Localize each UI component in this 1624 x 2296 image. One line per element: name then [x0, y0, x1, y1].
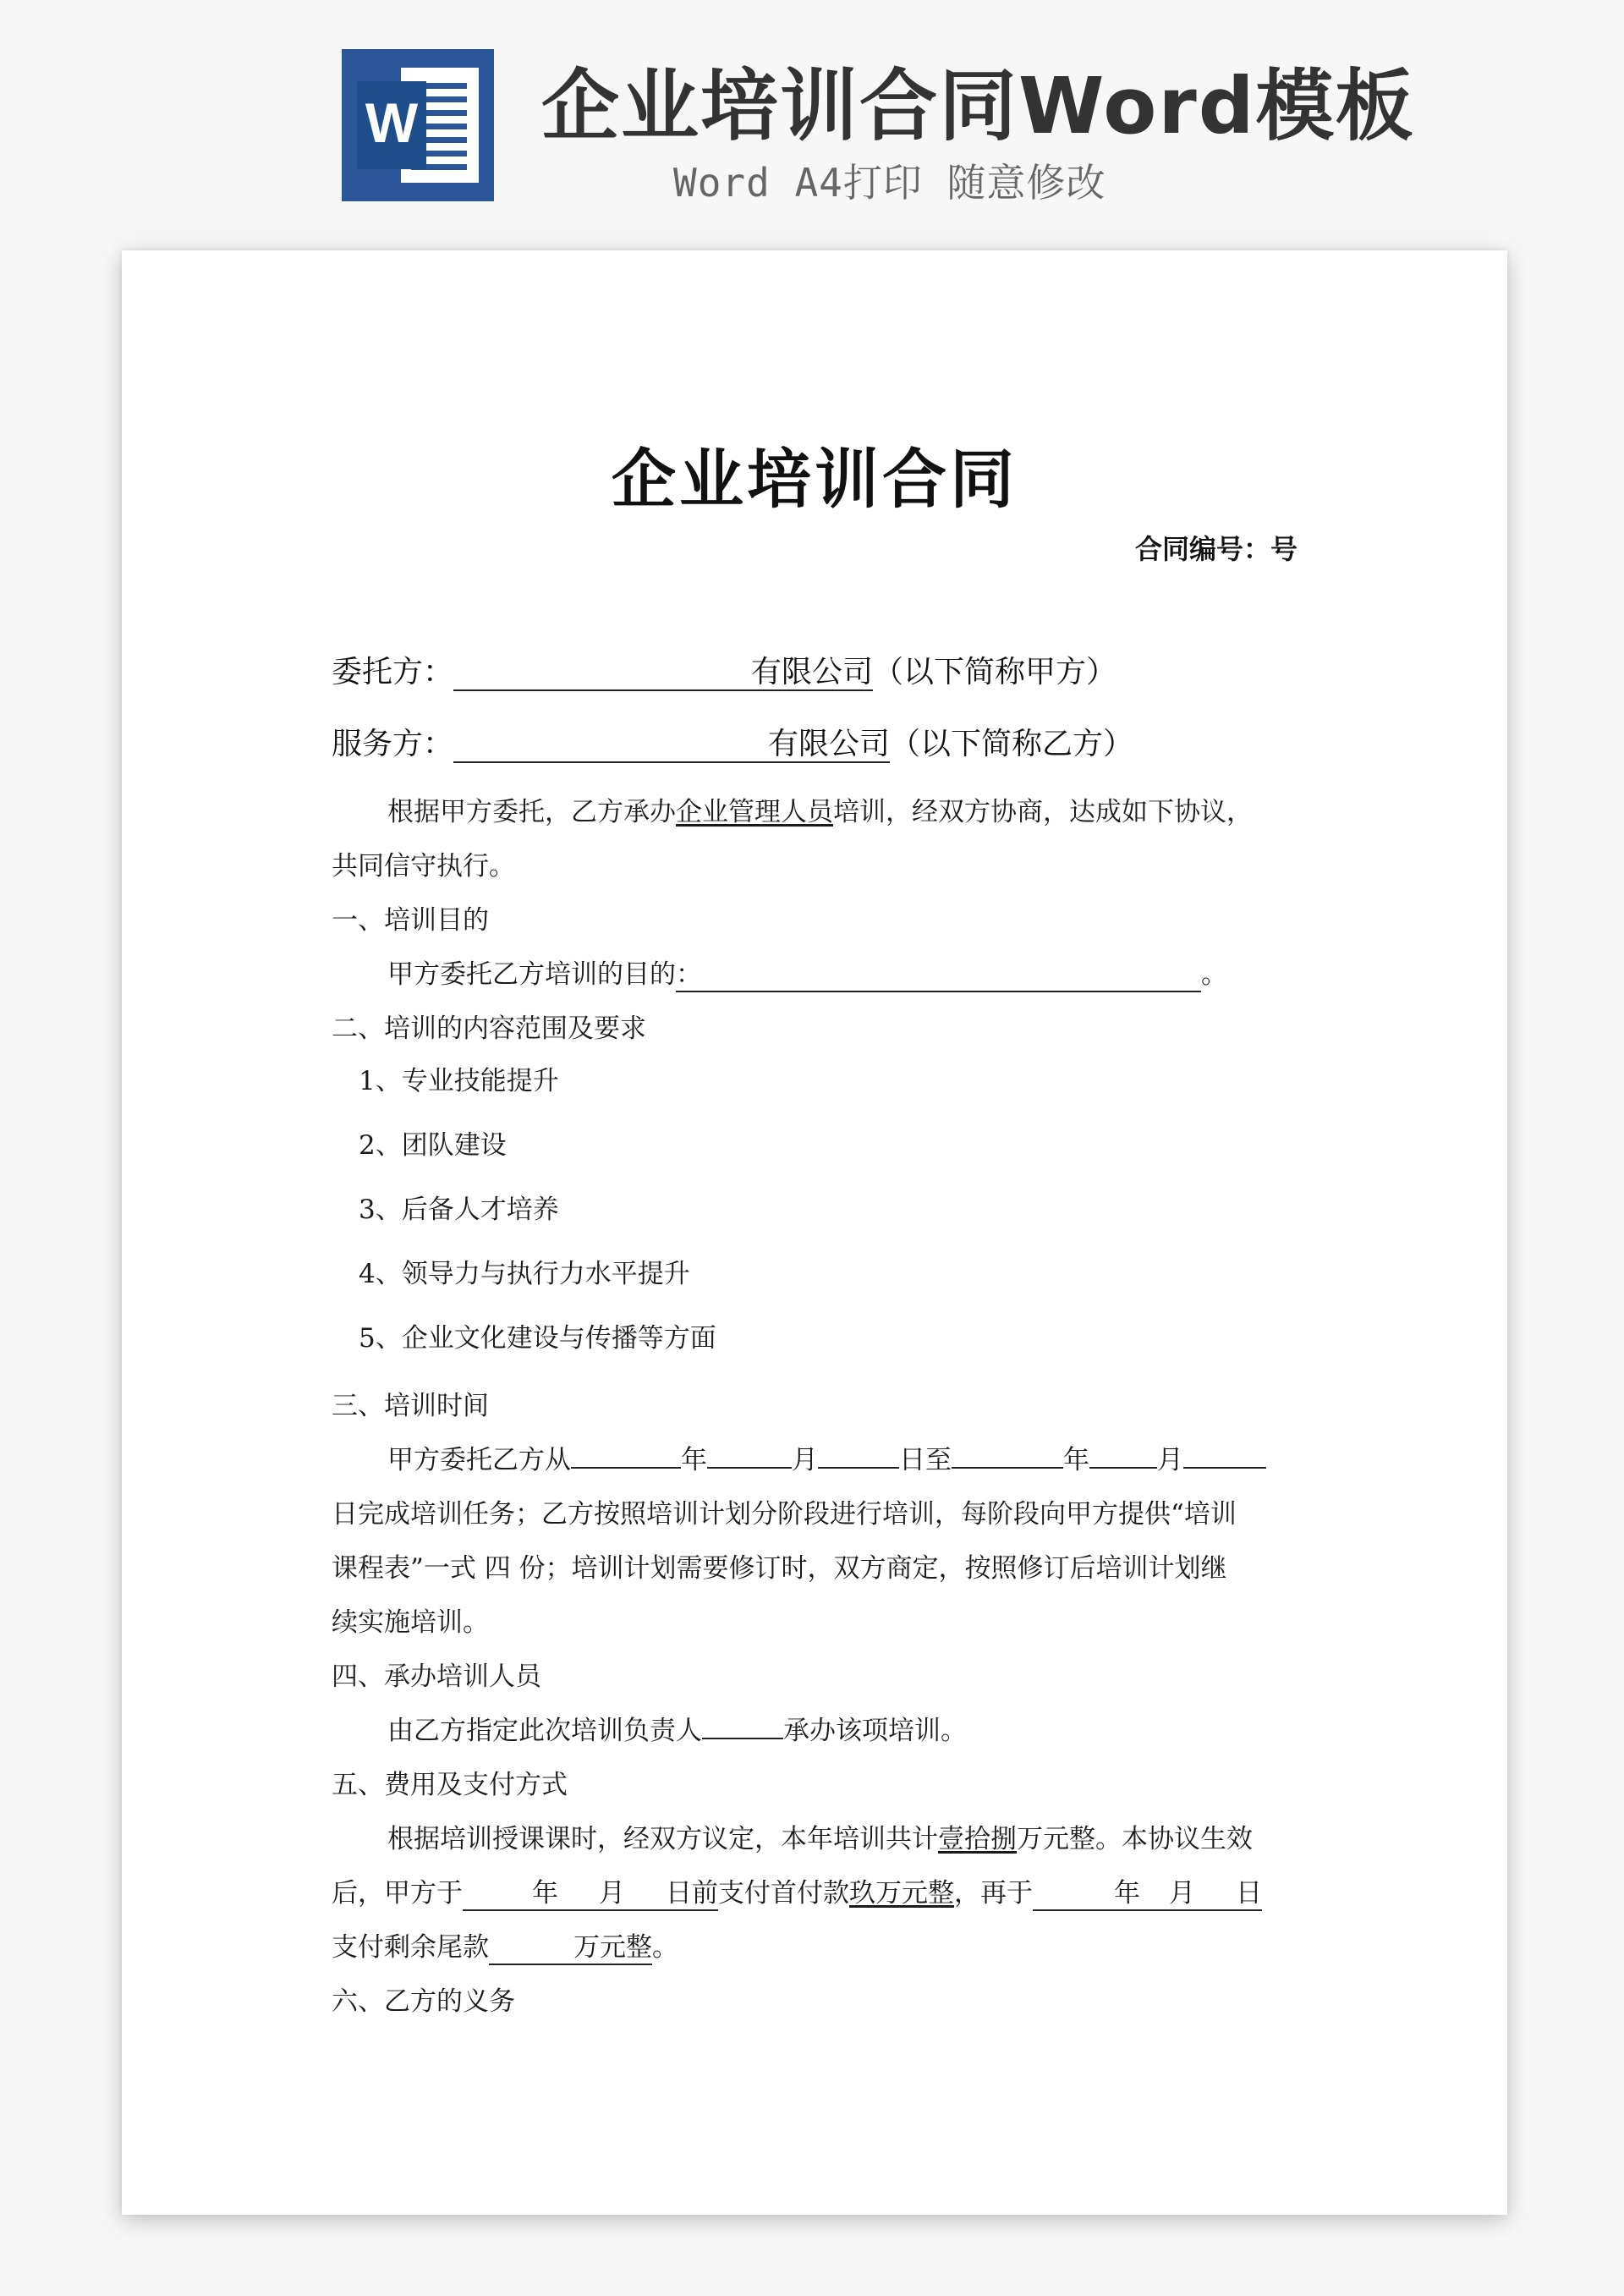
fee-text-b: 万元整。本协议生效 [1017, 1824, 1253, 1854]
client-company-field[interactable] [453, 655, 873, 691]
training-period-line-2: 日完成培训任务；乙方按照培训计划分阶段进行培训，每阶段向甲方提供“培训 [332, 1499, 1237, 1530]
document-title: 企业培训合同 [612, 442, 1018, 517]
client-suffix: （以下简称甲方） [873, 655, 1117, 689]
purpose-text: 甲方委托乙方培训的目的 [387, 959, 676, 990]
section-1-purpose [387, 953, 1227, 992]
final-payment-month: 月 [1169, 1878, 1195, 1909]
fee-l2-text-b: 支付首付款 [718, 1878, 849, 1909]
content-item: 4、领导力与执行力水平提升 [359, 1259, 690, 1289]
final-payment-day: 日 [1236, 1878, 1262, 1909]
client-label: 委托方： [332, 655, 454, 689]
provider-party-line [332, 720, 1133, 763]
content-item: 5、企业文化建设与传播等方面 [359, 1323, 716, 1354]
intro-line-2: 共同信守执行。 [332, 851, 515, 882]
end-month-label: 月 [1157, 1445, 1183, 1475]
purpose-end: 。 [1201, 959, 1227, 990]
provider-company-field[interactable] [453, 727, 890, 763]
period-text: 甲方委托乙方从 [387, 1445, 571, 1475]
trainer-text-b: 承办该项培训。 [783, 1716, 967, 1746]
fee-line-1 [387, 1817, 1253, 1855]
banner [0, 0, 1624, 220]
content-item: 2、团队建设 [359, 1130, 507, 1161]
provider-company: 有限公司 [768, 727, 891, 761]
banner-subtitle: Word A4打印 随意修改 [673, 160, 1106, 206]
section-2-heading: 二、培训的内容范围及要求 [332, 1013, 646, 1044]
purpose-colon: ： [676, 959, 702, 990]
content-item: 1、专业技能提升 [359, 1066, 559, 1096]
trainer-name-field[interactable] [702, 1710, 783, 1739]
section-3-heading: 三、培训时间 [332, 1391, 489, 1421]
section-1-heading: 一、培训目的 [332, 905, 489, 936]
end-year-label: 年 [1063, 1445, 1089, 1475]
client-party-line [332, 648, 1116, 691]
first-payment-year: 年 [532, 1878, 558, 1909]
fee-l3-end: 。 [652, 1932, 678, 1963]
intro-trainee-type: 企业管理人员 [676, 797, 833, 827]
first-payment-date-field[interactable] [463, 1879, 718, 1911]
banner-title: 企业培训合同Word模板 [541, 61, 1415, 151]
start-month-field[interactable] [707, 1439, 792, 1469]
content-item: 3、后备人才培养 [359, 1195, 559, 1225]
fee-l2-text-c: ，再于 [954, 1878, 1033, 1909]
fee-text-a: 根据培训授课课时，经双方议定，本年培训共计 [387, 1824, 938, 1854]
purpose-field[interactable] [676, 960, 1201, 992]
intro-text-a: 根据甲方委托，乙方承办 [387, 797, 676, 827]
training-period-line-4: 续实施培训。 [332, 1607, 489, 1638]
intro-text-b: 培训，经双方协商，达成如下协议， [833, 797, 1253, 827]
start-month-label: 月 [792, 1445, 818, 1475]
section-6-heading: 六、乙方的义务 [332, 1986, 515, 2017]
final-payment-year: 年 [1114, 1878, 1140, 1909]
first-payment-amount: 玖万元整 [849, 1878, 954, 1909]
end-month-field[interactable] [1089, 1439, 1157, 1469]
final-payment-amount-field[interactable] [489, 1933, 652, 1965]
section-5-heading: 五、费用及支付方式 [332, 1770, 568, 1800]
start-day-field[interactable] [818, 1439, 899, 1469]
trainer-text-a: 由乙方指定此次培训负责人 [387, 1716, 702, 1746]
training-period-line [387, 1438, 1266, 1476]
first-payment-day: 日前 [666, 1878, 718, 1909]
fee-l3-text: 支付剩余尾款 [332, 1932, 489, 1963]
start-year-label: 年 [681, 1445, 707, 1475]
provider-suffix: （以下简称乙方） [890, 727, 1134, 761]
first-payment-month: 月 [599, 1878, 625, 1909]
fee-line-3 [332, 1925, 678, 1965]
final-payment-date-field[interactable] [1033, 1879, 1262, 1911]
fee-line-2 [332, 1871, 1262, 1911]
trainer-line [387, 1709, 967, 1747]
training-period-line-3: 课程表”一式 四 份；培训计划需要修订时，双方商定，按照修订后培训计划继 [332, 1553, 1227, 1584]
provider-label: 服务方： [332, 727, 454, 761]
start-year-field[interactable] [571, 1439, 681, 1469]
end-year-field[interactable] [952, 1439, 1063, 1469]
start-day-label: 日至 [899, 1445, 952, 1475]
section-4-heading: 四、承办培训人员 [332, 1662, 541, 1692]
end-day-field[interactable] [1183, 1439, 1266, 1469]
word-logo-icon [342, 49, 494, 201]
contract-number: 合同编号：号 [1134, 533, 1298, 565]
final-payment-unit: 万元整 [573, 1932, 652, 1963]
word-logo-letter: W [365, 91, 419, 154]
intro-line-1 [387, 790, 1253, 828]
fee-total-amount: 壹拾捌 [938, 1824, 1017, 1854]
fee-l2-text-a: 后，甲方于 [332, 1878, 463, 1909]
document-page [122, 250, 1507, 2215]
client-company: 有限公司 [751, 655, 874, 689]
